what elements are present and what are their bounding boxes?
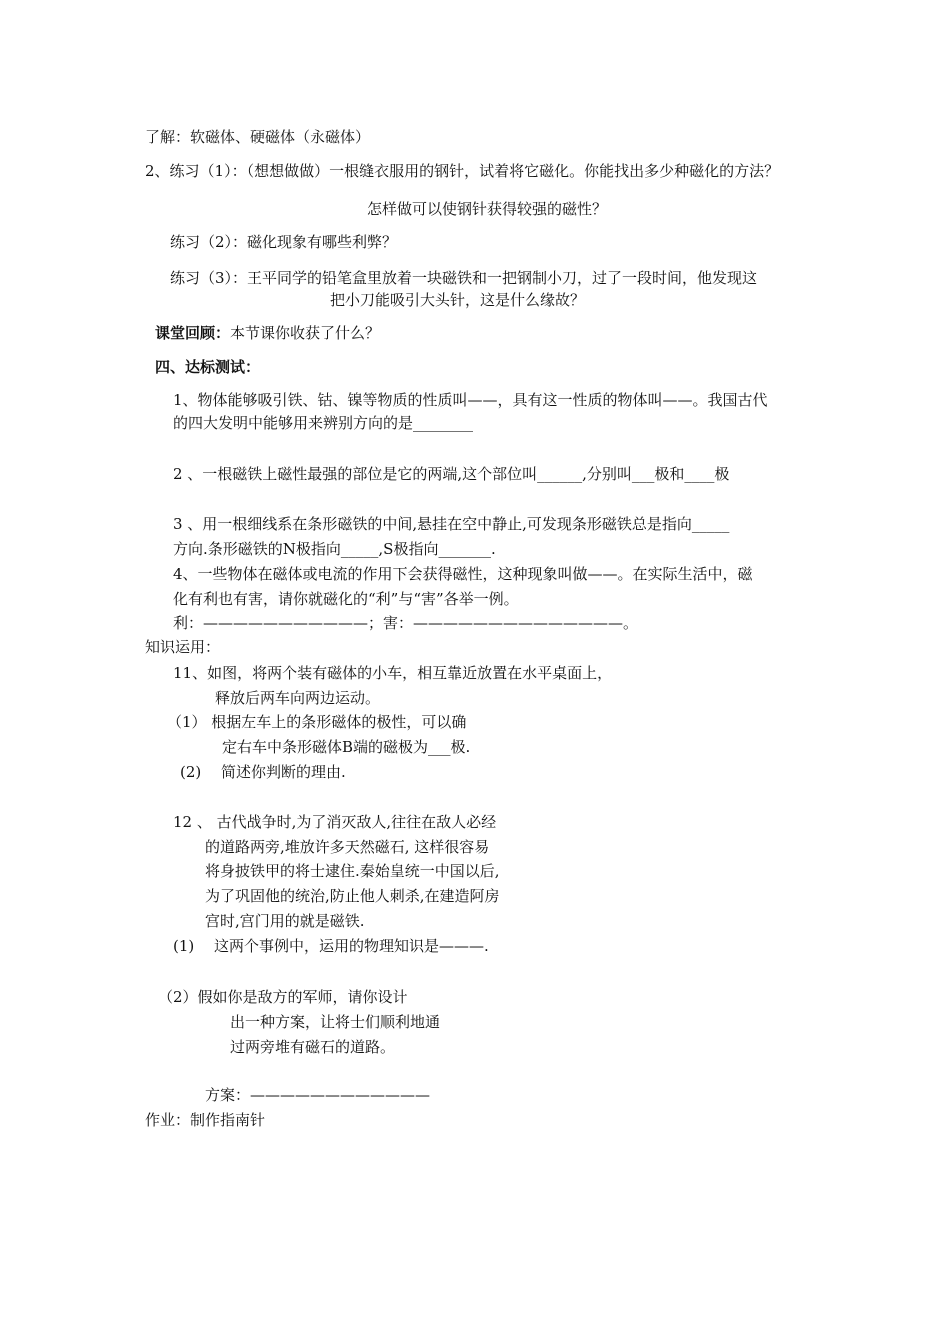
question-11-part-2: (2) 简述你判断的理由. xyxy=(180,763,346,781)
text-line-exercise-1-question: 怎样做可以使钢针获得较强的磁性？ xyxy=(367,200,608,218)
section-heading-test: 四、达标测试： xyxy=(155,358,261,376)
text-line-understand: 了解：软磁体、硬磁体（永磁体） xyxy=(145,128,371,146)
question-4-line-1: 4、一些物体在磁体或电流的作用下会获得磁性，这种现象叫做——。在实际生活中，磁 xyxy=(173,565,753,583)
question-12-line-4: 为了巩固他的统治,防止他人刺杀,在建造阿房 xyxy=(205,887,500,905)
question-4-line-2: 化有利也有害，请你就磁化的“利”与“害”各举一例。 xyxy=(173,590,519,608)
question-12-line-3: 将身披铁甲的将士逮住.秦始皇统一中国以后, xyxy=(205,862,500,880)
question-3-line-2: 方向.条形磁铁的N极指向_____,S极指向_______. xyxy=(173,540,496,558)
question-12-part-2-cont-1: 出一种方案，让将士们顺利地通 xyxy=(230,1013,441,1031)
answer-plan-line: 方案：———————————— xyxy=(205,1086,431,1104)
question-12-line-5: 宫时,宫门用的就是磁铁. xyxy=(205,912,365,930)
question-12-part-2: （2）假如你是敌方的军师，请你设计 xyxy=(158,988,408,1006)
question-4-line-3: 利：———————————；害：——————————————。 xyxy=(173,614,639,632)
question-12-part-2-cont-2: 过两旁堆有磁石的道路。 xyxy=(230,1038,396,1056)
text-line-exercise-3-cont: 把小刀能吸引大头针，这是什么缘故？ xyxy=(330,291,586,309)
homework-line: 作业：制作指南针 xyxy=(145,1111,266,1129)
review-heading: 课堂回顾： xyxy=(155,324,231,342)
section-heading-application: 知识运用： xyxy=(145,638,221,656)
question-2: 2 、一根磁铁上磁性最强的部位是它的两端,这个部位叫______,分别叫___极和____极 xyxy=(173,465,730,483)
question-11-part-1-cont: 定右车中条形磁体B端的磁极为___极. xyxy=(222,738,471,756)
text-line-exercise-2: 练习（2）：磁化现象有哪些利弊？ xyxy=(170,233,398,251)
question-1-line-1: 1、物体能够吸引铁、钴、镍等物质的性质叫——，具有这一性质的物体叫——。我国古代 xyxy=(173,391,768,409)
text-line-review xyxy=(155,323,380,343)
question-11-line-1: 11、如图，将两个装有磁体的小车，相互靠近放置在水平桌面上， xyxy=(173,664,613,682)
text-line-exercise-3: 练习（3）：王平同学的铅笔盒里放着一块磁铁和一把钢制小刀，过了一段时间，他发现这 xyxy=(170,269,758,287)
question-3-line-1: 3 、用一根细线系在条形磁铁的中间,悬挂在空中静止,可发现条形磁铁总是指向_____ xyxy=(173,515,730,533)
question-12-part-1: (1) 这两个事例中，运用的物理知识是———. xyxy=(173,937,489,955)
question-12-line-2: 的道路两旁,堆放许多天然磁石, 这样很容易 xyxy=(205,838,490,856)
question-1-line-2: 的四大发明中能够用来辨别方向的是________ xyxy=(173,414,474,432)
question-11-line-2: 释放后两车向两边运动。 xyxy=(215,689,381,707)
question-11-part-1: （1） 根据左车上的条形磁体的极性，可以确 xyxy=(167,713,467,731)
text-line-exercise-1: 2、练习（1）：（想想做做）一根缝衣服用的钢针，试着将它磁化。你能找出多少种磁化的方法？ xyxy=(145,162,780,180)
question-12-line-1: 12 、 古代战争时,为了消灭敌人,往往在敌人必经 xyxy=(173,813,497,831)
review-text: 本节课你收获了什么？ xyxy=(230,324,381,342)
